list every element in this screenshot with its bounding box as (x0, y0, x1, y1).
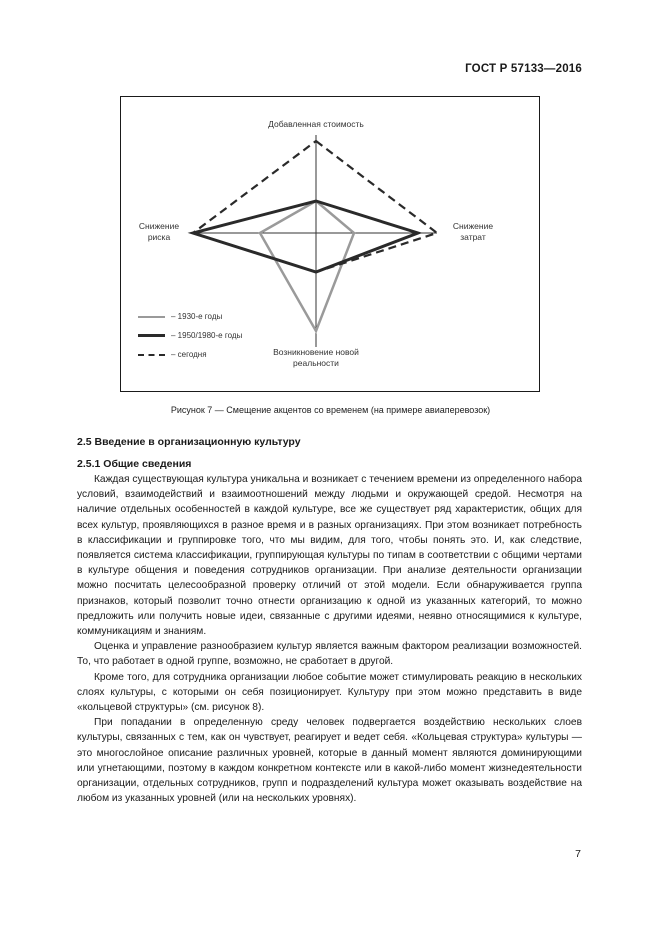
standard-code: ГОСТ Р 57133—2016 (465, 63, 582, 75)
legend-swatch-1950-1980s (138, 334, 165, 337)
axis-label-bottom-line1: Возникновение новой (273, 347, 359, 357)
axis-label-left-line2: риска (147, 232, 171, 242)
series-1930s-shape (260, 201, 354, 331)
axis-label-bottom-line2: реальности (293, 358, 339, 368)
series-today-shape (193, 141, 437, 272)
legend-label-today: – сегодня (171, 350, 207, 359)
figure-caption: Рисунок 7 — Смещение акцентов со временем (на примере авиаперевозок) (170, 405, 491, 415)
series-1950-1980s-shape (193, 201, 418, 272)
paragraph-3: Кроме того, для сотрудника организации любое событие может стимулировать реакцию в нескольких слоях культуры, с которыми он себя позиционирует. Культуру при этом можно представить в виде «кольцевой структуры» (см. рисунок 8). (77, 671, 582, 714)
section-heading: 2.5 Введение в организационную культуру (77, 436, 301, 448)
axis-label-right-line2: затрат (460, 232, 486, 242)
page-number: 7 (575, 848, 581, 860)
body-text (77, 472, 582, 806)
legend-swatch-1930s (138, 316, 165, 318)
legend-item-1930s (138, 307, 242, 326)
paragraph-1: Каждая существующая культура уникальна и возникает с течением времени из определенного набора условий, взаимодействий и взаимоотношений между людьми и окружающей средой. Несмотря на наличие отдельных особенностей в каждой культуре, все же существует ряд характеристик, общих для всех культур, проявляющихся в разное время и в разных организациях. При этом возникает потребность в классификации и группировке того, что мы видим, для того, чтобы понять это. И, как следствие, появляется система классификации, группирующая культуры по типам в соответствии с общими чертами в культуре общения и поведения сотрудников организации. При анализе деятельности организации можно посчитать целесообразной проверку отличий от этой модели. Если обнаруживается группа признаков, который позволит точно отнести организацию к одной из указанных категорий, то можно предложить или получить новые идеи, связанные с другими идеями, неявно относящимися к культуре, коммуникациям и знаниям. (77, 474, 582, 638)
figure-frame (120, 96, 540, 392)
legend-item-today (138, 345, 242, 364)
axis-label-right-line1: Снижение (452, 221, 494, 231)
axis-label-right (439, 221, 507, 243)
legend-label-1930s: – 1930-е годы (171, 312, 223, 321)
legend-swatch-today (138, 354, 165, 356)
paragraph-2: Оценка и управление разнообразием культур является важным фактором реализации возможностей. То, что работает в одной группе, возможно, не сработает в другой. (77, 641, 582, 668)
subsection-heading: 2.5.1 Общие сведения (77, 458, 192, 470)
legend-label-1950-1980s: – 1950/1980-е годы (171, 331, 243, 340)
legend-item-1950-1980s (138, 326, 242, 345)
axis-label-left-line1: Снижение (138, 221, 180, 231)
legend (138, 307, 242, 364)
axis-label-top: Добавленная стоимость (268, 119, 364, 129)
axis-label-left (127, 221, 191, 243)
axis-label-bottom (251, 347, 381, 369)
paragraph-4: При попадании в определенную среду человек подвергается воздействию нескольких слоев культуры, связанных с тем, как он чувствует, реагирует и ведет себя. «Кольцевая структура» культуры — это многослойное описание различных уровней, которые в данный момент являются доминирующими или угнетающими, поэтому в каждом конкретном контексте или в какой-либо момент жизнедеятельности организации, отдельных сотрудников, групп и подразделений культура может оказывать воздействие на любом из указанных уровней (или на нескольких уровнях). (77, 717, 582, 805)
